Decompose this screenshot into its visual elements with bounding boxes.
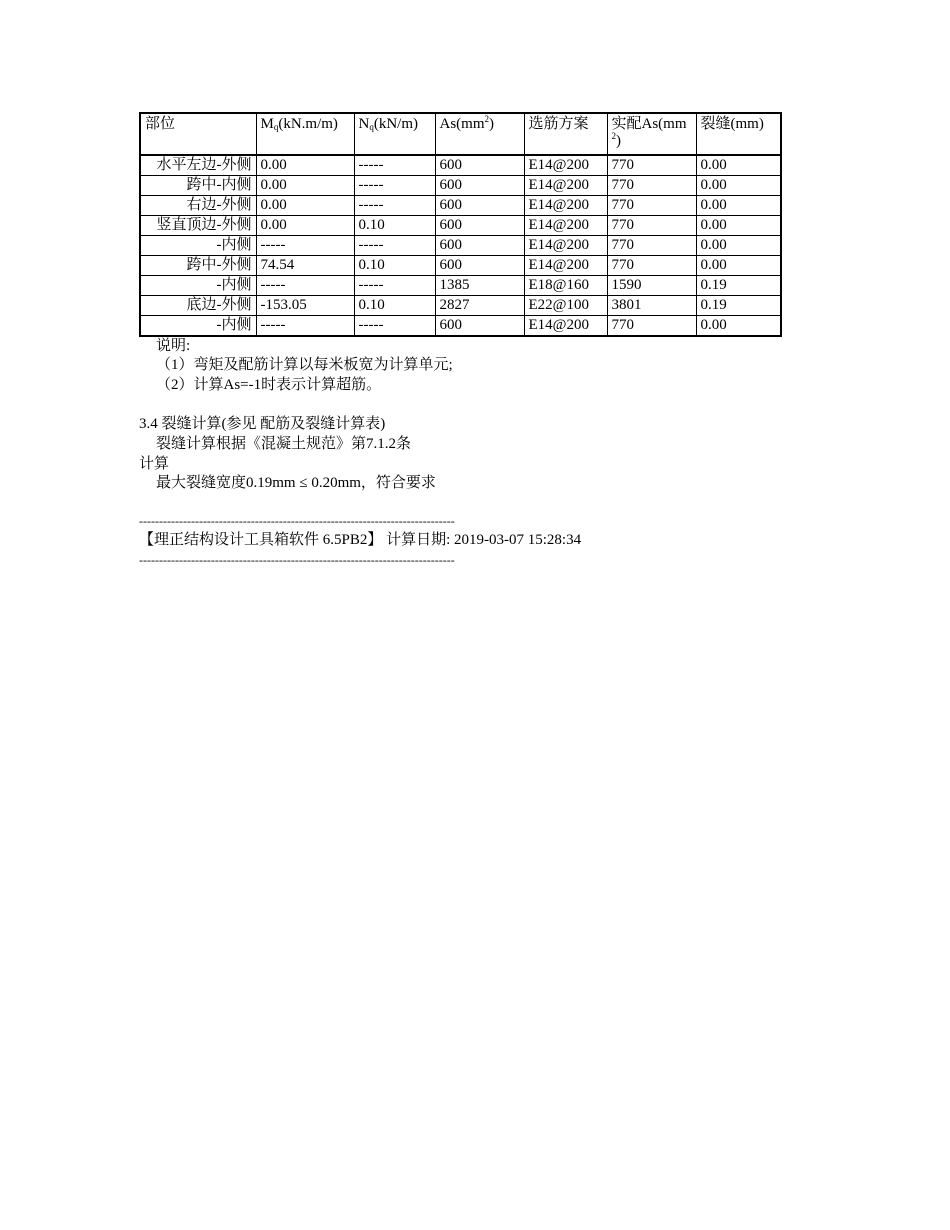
note-item: （1）弯矩及配筋计算以每米板宽为计算单元; xyxy=(156,357,453,373)
cell-nq: 0.10 xyxy=(354,216,435,236)
cell-position: 底边-外侧 xyxy=(140,296,256,316)
reinforcement-table xyxy=(139,112,782,337)
cell-mq: 0.00 xyxy=(256,216,354,236)
cell-scheme: E14@200 xyxy=(524,236,607,256)
cell-actual-as: 3801 xyxy=(607,296,696,316)
table-row xyxy=(140,256,781,276)
divider-top: ------------------------------------------------------------------------------- xyxy=(139,514,455,528)
note-item: （2）计算As=-1时表示计算超筋。 xyxy=(156,377,382,393)
cell-scheme: E14@200 xyxy=(524,176,607,196)
cell-actual-as: 770 xyxy=(607,155,696,176)
table-row xyxy=(140,216,781,236)
cell-nq: 0.10 xyxy=(354,296,435,316)
cell-mq: ----- xyxy=(256,276,354,296)
header-crack: 裂缝(mm) xyxy=(696,113,781,155)
cell-scheme: E18@160 xyxy=(524,276,607,296)
cell-crack: 0.00 xyxy=(696,155,781,176)
cell-crack: 0.00 xyxy=(696,316,781,337)
table-row xyxy=(140,296,781,316)
cell-position: 右边-外侧 xyxy=(140,196,256,216)
cell-scheme: E22@100 xyxy=(524,296,607,316)
cell-actual-as: 770 xyxy=(607,176,696,196)
cell-position: 竖直顶边-外侧 xyxy=(140,216,256,236)
table-header-row xyxy=(140,113,781,155)
cell-actual-as: 1590 xyxy=(607,276,696,296)
section-line: 裂缝计算根据《混凝土规范》第7.1.2条 xyxy=(156,436,412,452)
cell-position: -内侧 xyxy=(140,316,256,337)
cell-crack: 0.19 xyxy=(696,276,781,296)
cell-as: 600 xyxy=(435,236,524,256)
cell-crack: 0.19 xyxy=(696,296,781,316)
cell-nq: ----- xyxy=(354,196,435,216)
cell-position: 跨中-内侧 xyxy=(140,176,256,196)
cell-position: 跨中-外侧 xyxy=(140,256,256,276)
table-row xyxy=(140,155,781,176)
cell-scheme: E14@200 xyxy=(524,256,607,276)
cell-mq: 74.54 xyxy=(256,256,354,276)
notes-title: 说明: xyxy=(156,338,191,354)
cell-crack: 0.00 xyxy=(696,216,781,236)
header-scheme: 选筋方案 xyxy=(524,113,607,155)
cell-crack: 0.00 xyxy=(696,196,781,216)
header-position: 部位 xyxy=(140,113,256,155)
cell-nq: ----- xyxy=(354,236,435,256)
cell-actual-as: 770 xyxy=(607,216,696,236)
cell-scheme: E14@200 xyxy=(524,196,607,216)
table-row xyxy=(140,276,781,296)
cell-actual-as: 770 xyxy=(607,256,696,276)
cell-mq: 0.00 xyxy=(256,196,354,216)
header-mq: $M_q(kN.m/m)$ xyxy=(256,113,354,155)
cell-crack: 0.00 xyxy=(696,176,781,196)
section-result: 最大裂缝宽度0.19mm ≤ 0.20mm，符合要求 xyxy=(156,475,436,491)
table-row xyxy=(140,196,781,216)
cell-nq: ----- xyxy=(354,176,435,196)
header-as: $As(mm^2)$ xyxy=(435,113,524,155)
header-nq: $N_q(kN/m)$ xyxy=(354,113,435,155)
cell-mq: ----- xyxy=(256,236,354,256)
table-row xyxy=(140,176,781,196)
divider-bottom: ------------------------------------------------------------------------------- xyxy=(139,553,455,567)
header-actual-as: 实配As(mm $^2$) xyxy=(607,113,696,155)
cell-as: 600 xyxy=(435,256,524,276)
cell-position: -内侧 xyxy=(140,236,256,256)
cell-as: 600 xyxy=(435,316,524,337)
cell-scheme: E14@200 xyxy=(524,155,607,176)
cell-scheme: E14@200 xyxy=(524,316,607,337)
cell-mq: ----- xyxy=(256,316,354,337)
cell-as: 600 xyxy=(435,216,524,236)
cell-mq: 0.00 xyxy=(256,176,354,196)
section-line: 计算 xyxy=(139,456,170,472)
cell-scheme: E14@200 xyxy=(524,216,607,236)
cell-mq: -153.05 xyxy=(256,296,354,316)
cell-actual-as: 770 xyxy=(607,196,696,216)
cell-actual-as: 770 xyxy=(607,316,696,337)
cell-as: 600 xyxy=(435,155,524,176)
cell-as: 600 xyxy=(435,176,524,196)
cell-position: 水平左边-外侧 xyxy=(140,155,256,176)
section-heading: 3.4 裂缝计算(参见 配筋及裂缝计算表) xyxy=(139,416,386,432)
cell-actual-as: 770 xyxy=(607,236,696,256)
cell-nq: 0.10 xyxy=(354,256,435,276)
cell-as: 1385 xyxy=(435,276,524,296)
cell-nq: ----- xyxy=(354,155,435,176)
table-row xyxy=(140,316,781,337)
cell-nq: ----- xyxy=(354,276,435,296)
table-row xyxy=(140,236,781,256)
cell-nq: ----- xyxy=(354,316,435,337)
cell-crack: 0.00 xyxy=(696,236,781,256)
cell-as: 600 xyxy=(435,196,524,216)
cell-mq: 0.00 xyxy=(256,155,354,176)
cell-position: -内侧 xyxy=(140,276,256,296)
cell-crack: 0.00 xyxy=(696,256,781,276)
software-footer: 【理正结构设计工具箱软件 6.5PB2】 计算日期: 2019-03-07 15:28:34 xyxy=(139,532,582,548)
cell-as: 2827 xyxy=(435,296,524,316)
